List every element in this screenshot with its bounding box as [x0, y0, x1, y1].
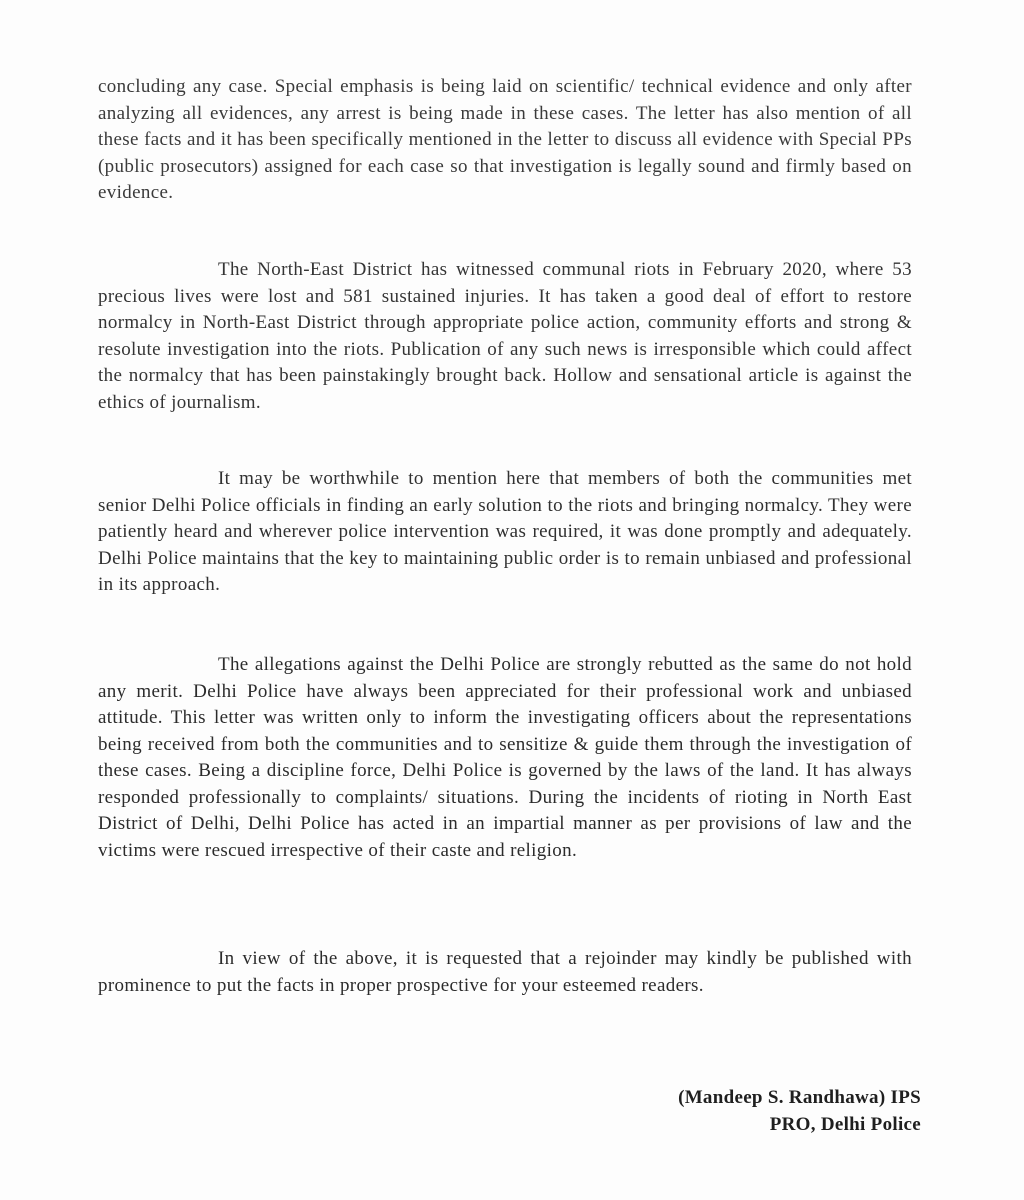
signatory-designation: PRO, Delhi Police — [769, 1114, 921, 1135]
letter-paragraph-4 — [98, 652, 912, 864]
letter-paragraph-3 — [98, 466, 912, 599]
paragraph-text: In view of the above, it is requested that a rejoinder may kindly be published with prominence to put the facts in proper prospective for your esteemed readers. — [98, 948, 912, 996]
paragraph-text: The allegations against the Delhi Police are strongly rebutted as the same do not hold any merit. Delhi Police have always been appreciated for their professional work and unbiased attitude. This letter was written only to inform the investigating officers about the representations being received from both the communities and to sensitize & guide them through the investigation of these cases. Being a discipline force, Delhi Police is governed by the laws of the land. It has always responded professionally to complaints/ situations. During the incidents of rioting in North East District of Delhi, Delhi Police has acted in an impartial manner as per provisions of law and the victims were rescued irrespective of their caste and religion. — [98, 654, 912, 861]
signatory-name: (Mandeep S. Randhawa) IPS — [678, 1087, 921, 1108]
paragraph-text: It may be worthwhile to mention here that members of both the communities met senior Delhi Police officials in finding an early solution to the riots and bringing normalcy. They were patiently heard and wherever police intervention was required, it was done promptly and adequately. Delhi Police maintains that the key to maintaining public order is to remain unbiased and professional in its approach. — [98, 468, 912, 595]
letter-paragraph-5 — [98, 946, 912, 999]
paragraph-text: concluding any case. Special emphasis is being laid on scientific/ technical evidence and only after analyzing all evidences, any arrest is being made in these cases. The letter has also mention of all these facts and it has been specifically mentioned in the letter to discuss all evidence with Special PPs (public prosecutors) assigned for each case so that investigation is legally sound and firmly based on evidence. — [98, 76, 912, 203]
signature-block — [678, 1084, 921, 1138]
paragraph-text: The North-East District has witnessed communal riots in February 2020, where 53 precious lives were lost and 581 sustained injuries. It has taken a good deal of effort to restore normalcy in North-East District through appropriate police action, community efforts and strong & resolute investigation into the riots. Publication of any such news is irresponsible which could affect the normalcy that has been painstakingly brought back. Hollow and sensational article is against the ethics of journalism. — [98, 259, 912, 413]
letter-paragraph-1 — [98, 74, 912, 207]
letter-paragraph-2 — [98, 257, 912, 416]
